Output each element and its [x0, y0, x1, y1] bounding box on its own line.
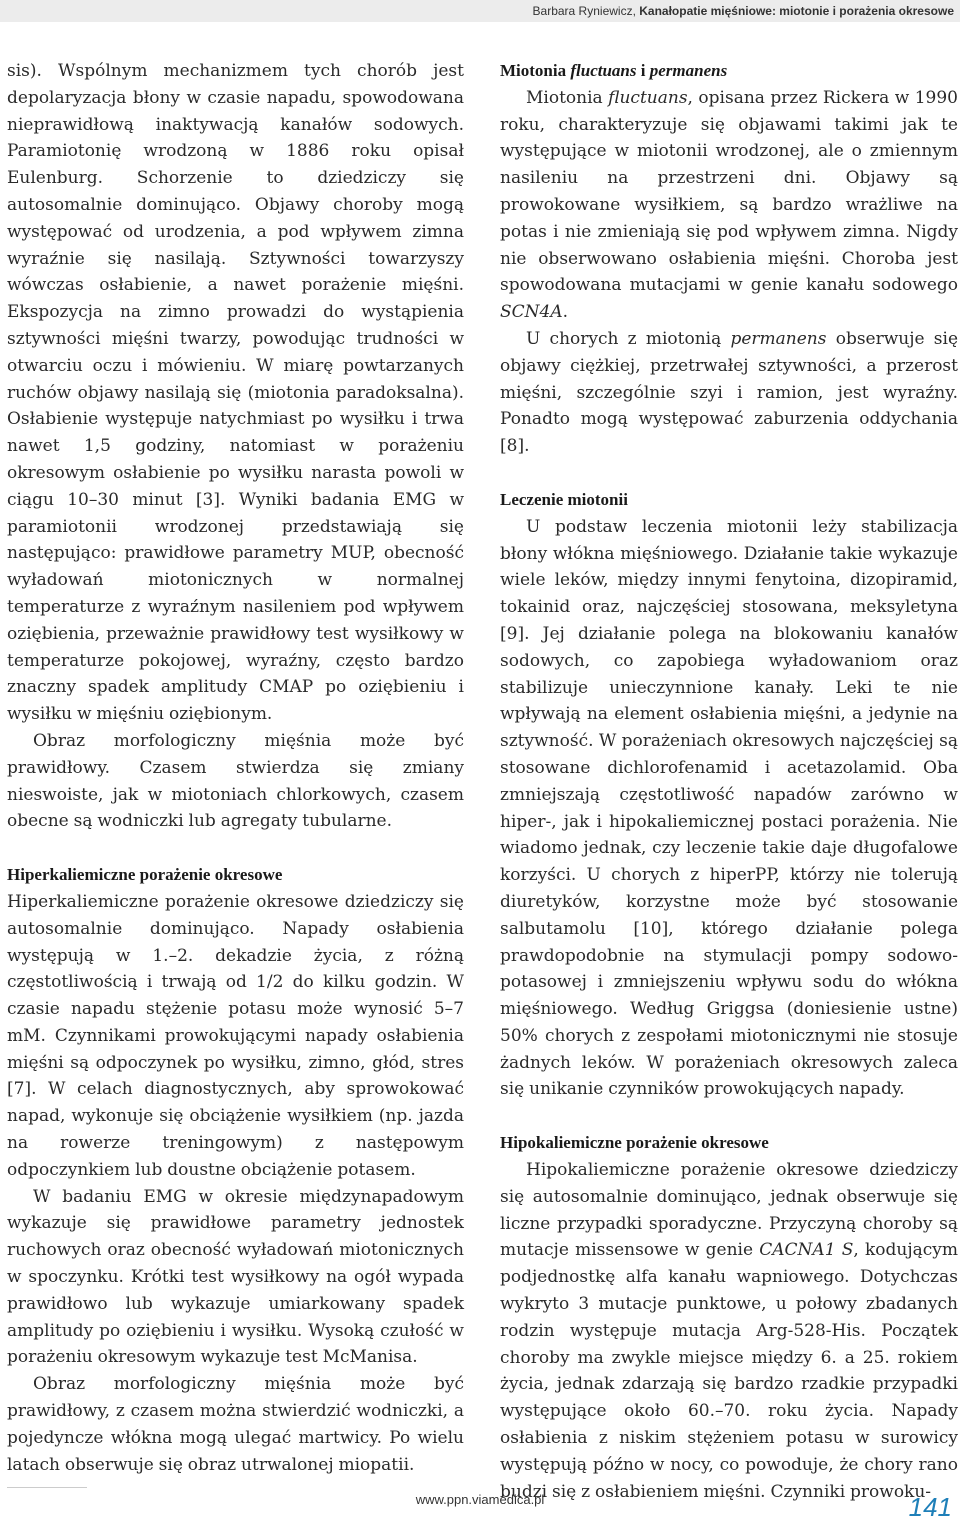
text-run: Hipokaliemiczne porażenie okresowe dziedziczy się autosomalnie dominująco, jednak obserwuje się liczne przypadki sporadyczne. Przyczyną choroby są mutacje missensowe w genie [500, 1160, 958, 1261]
heading-hyperkaliemic: Hiperkaliemiczne porażenie okresowe [7, 865, 283, 885]
section-gap [500, 460, 958, 487]
section-gap [500, 1103, 958, 1130]
text-italic: fluctuans [608, 87, 688, 108]
text-run: , kodującym podjednostkę alfa kanału wapniowego. Dotychczas wykryto 3 mutacje punktowe, u połowy zbadanych rodzin występuje mutacja Arg-528-His. Początek choroby ma zwykle miejsce między 6. a 25. rokiem życia, jednak zdarzają się bardzo rzadkie przypadki występujące około 60.–70. roku życia. Napady osłabienia z niskim stężeniem potasu w surowicy występują późno w nocy, co powoduje, że chory rano budzi się z osłabieniem mięśni. Czynniki prowoku- [500, 1240, 959, 1502]
heading-leczenie: Leczenie miotonii [500, 489, 628, 509]
text-run: U chorych z miotonią [526, 328, 731, 349]
text-run: . [562, 302, 569, 323]
footer-rule [7, 1487, 87, 1488]
paragraph-fluctuans [500, 85, 958, 326]
paragraph-permanens [500, 326, 958, 460]
heading-italic: permanens [649, 61, 728, 80]
paragraph-leczenie: U podstaw leczenia miotonii leży stabilizacja błony włókna mięśniowego. Działanie takie wykazuje wiele leków, między innymi fenytoina, dizopiramid, tokainid oraz, najczęściej stosowana, meksyletyna [9]. Jej działanie polega na blokowaniu kanałów sodowych, co zapobiega wyładowaniom oraz stabilizuje unieczynnione kanały. Leki te nie wpływają na element osłabienia mięśni, a jedynie na sztywność. W porażeniach okresowych najczęściej są stosowane dichlorofenamid i acetazolamid. Oba zmniejszają częstotliwość napadów zarówno w hiper-, jak i hipokaliemicznej postaci porażenia. Nie wiadomo jednak, czy leczenie takie daje długofalowe korzyści. U chorych z hiperPP, którzy nie tolerują diuretyków, korzystne może być stosowanie salbutamolu [10], którego działanie polega prawdopodobnie na stymulacji pompy sodowo-potasowej i zmniejszeniu wpływu sodu do włókna mięśniowego. Według Griggsa (doniesienie ustne) 50% chorych z zespołami miotonicznymi nie stosuje żadnych leków. W porażeniach okresowych zaleca się unikanie czynników prowokujących napady. [500, 516, 958, 1100]
text-run: obserwuje się objawy ciężkiej, przetrwałej sztywności, a przerost mięśni, szczególnie szyi i ramion, jest wyraźny. Ponadto mogą występować zaburzenia oddychania [8]. [500, 328, 959, 457]
paragraph-hypo [500, 1157, 958, 1505]
heading-hypokaliemic: Hipokaliemiczne porażenie okresowe [500, 1133, 769, 1153]
text-run: Miotonia [526, 87, 609, 108]
running-head-authors: Barbara Ryniewicz, [532, 4, 640, 18]
running-head-title: Kanałopatie mięśniowe: miotonie i porażenia okresowe [639, 4, 954, 18]
paragraph-hyper-emg: W badaniu EMG w okresie międzynapadowym wykazuje się prawidłowe parametry jednostek ruchowych oraz obecność wyładowań miotonicznych w spoczynku. Krótki test wysiłkowy na ogół wypada prawidłowo lub wykazuje umiarkowany spadek amplitudy po oziębieniu i wysiłku. Wysoką czułość w porażeniu okresowym wykazuje test McManisa. [7, 1186, 464, 1368]
paragraph-paramiotonia: sis). Wspólnym mechanizmem tych chorób jest depolaryzacja błony w czasie napadu, spowodowana nieprawidłową inaktywacją kanałów sodowych. Paramiotonię wrodzoną w 1886 roku opisał Eulenburg. Schorzenie to dziedziczy się autosomalnie dominująco. Objawy choroby mogą występować od urodzenia, a pod wpływem zimna wyraźnie się nasilają. Sztywności towarzyszy wówczas osłabienie, a nawet porażenie mięśni. Ekspozycja na zimno prowadzi do wystąpienia sztywności mięśni twarzy, powodując trudności w otwarciu oczu i mówieniu. W miarę powtarzanych ruchów objawy nasilają się (miotonia paradoksalna). Osłabienie występuje natychmiast po wysiłku i trwa nawet 1,5 godziny, natomiast w porażeniu okresowym osłabienie po wysiłku narasta powoli w ciągu 10–30 minut [3]. Wyniki badania EMG w paramiotonii wrodzonej przedstawiają się następująco: prawidłowe parametry MUP, obecność wyładowań miotonicznych w normalnej temperaturze z wyraźnym nasileniem pod wpływem oziębienia, przeważnie prawidłowy test wysiłkowy w temperaturze pokojowej, wyraźny, często bardzo znaczny spadek amplitudy CMAP po oziębieniu i wysiłku w mięśniu oziębionym. [7, 61, 464, 725]
text-run: , opisana przez Rickera w 1990 roku, charakteryzuje się objawami takimi jak te występujące w miotonii wrodzonej, ale o zmiennym nasileniu na przestrzeni dni. Objawy są prowokowane wysiłkiem, są bardzo wrażliwe na potas i nie zmieniają się pod wpływem zimna. Nigdy nie obserwowano osłabienia mięśni. Choroba jest spowodowana mutacjami w genie kanału sodowego [500, 87, 958, 296]
heading-miotonia-fluctuans [500, 58, 958, 85]
text-italic: SCN4A [500, 302, 563, 323]
page-number: 141 [908, 1492, 952, 1522]
heading-part: i [636, 61, 650, 80]
paragraph-hyper-morphology: Obraz morfologiczny mięśnia może być prawidłowy, z czasem można stwierdzić wodniczki, a pojedyncze włókna mogą ulegać martwicy. Po wielu latach obserwuje się obraz utrwalonej miopatii. [7, 1374, 464, 1475]
text-italic: CACNA1 S [759, 1240, 854, 1261]
section-gap [7, 835, 464, 862]
right-column [500, 58, 958, 1505]
paragraph-hyper-intro: Hiperkaliemiczne porażenie okresowe dziedziczy się autosomalnie dominująco. Napady osłabienia występują w 1.–2. dekadzie życia, z różną częstotliwością i trwają od 1/2 do kilku godzin. W czasie napadu stężenie potasu może wynosić 5–7 mM. Czynnikami prowokującymi napady osłabienia mięśni są odpoczynek po wysiłku, zimno, głód, stres [7]. W celach diagnostycznych, aby sprowokować napad, wykonuje się obciążenie wysiłkiem (np. jazda na rowerze treningowym) z następowym odpoczynkiem lub doustne obciążenie potasem. [7, 891, 464, 1180]
paragraph-morphology-1: Obraz morfologiczny mięśnia może być prawidłowy. Czasem stwierdza się zmiany nieswoiste, jak w miotoniach chlorkowych, czasem obecne są wodniczki lub agregaty tubularne. [7, 730, 464, 832]
heading-part: Miotonia [500, 61, 571, 80]
running-head [0, 0, 960, 22]
left-column [7, 58, 464, 1478]
heading-italic: fluctuans [570, 61, 637, 80]
footer-url[interactable]: www.ppn.viamedica.pl [415, 1492, 545, 1507]
text-italic: permanens [730, 328, 827, 349]
